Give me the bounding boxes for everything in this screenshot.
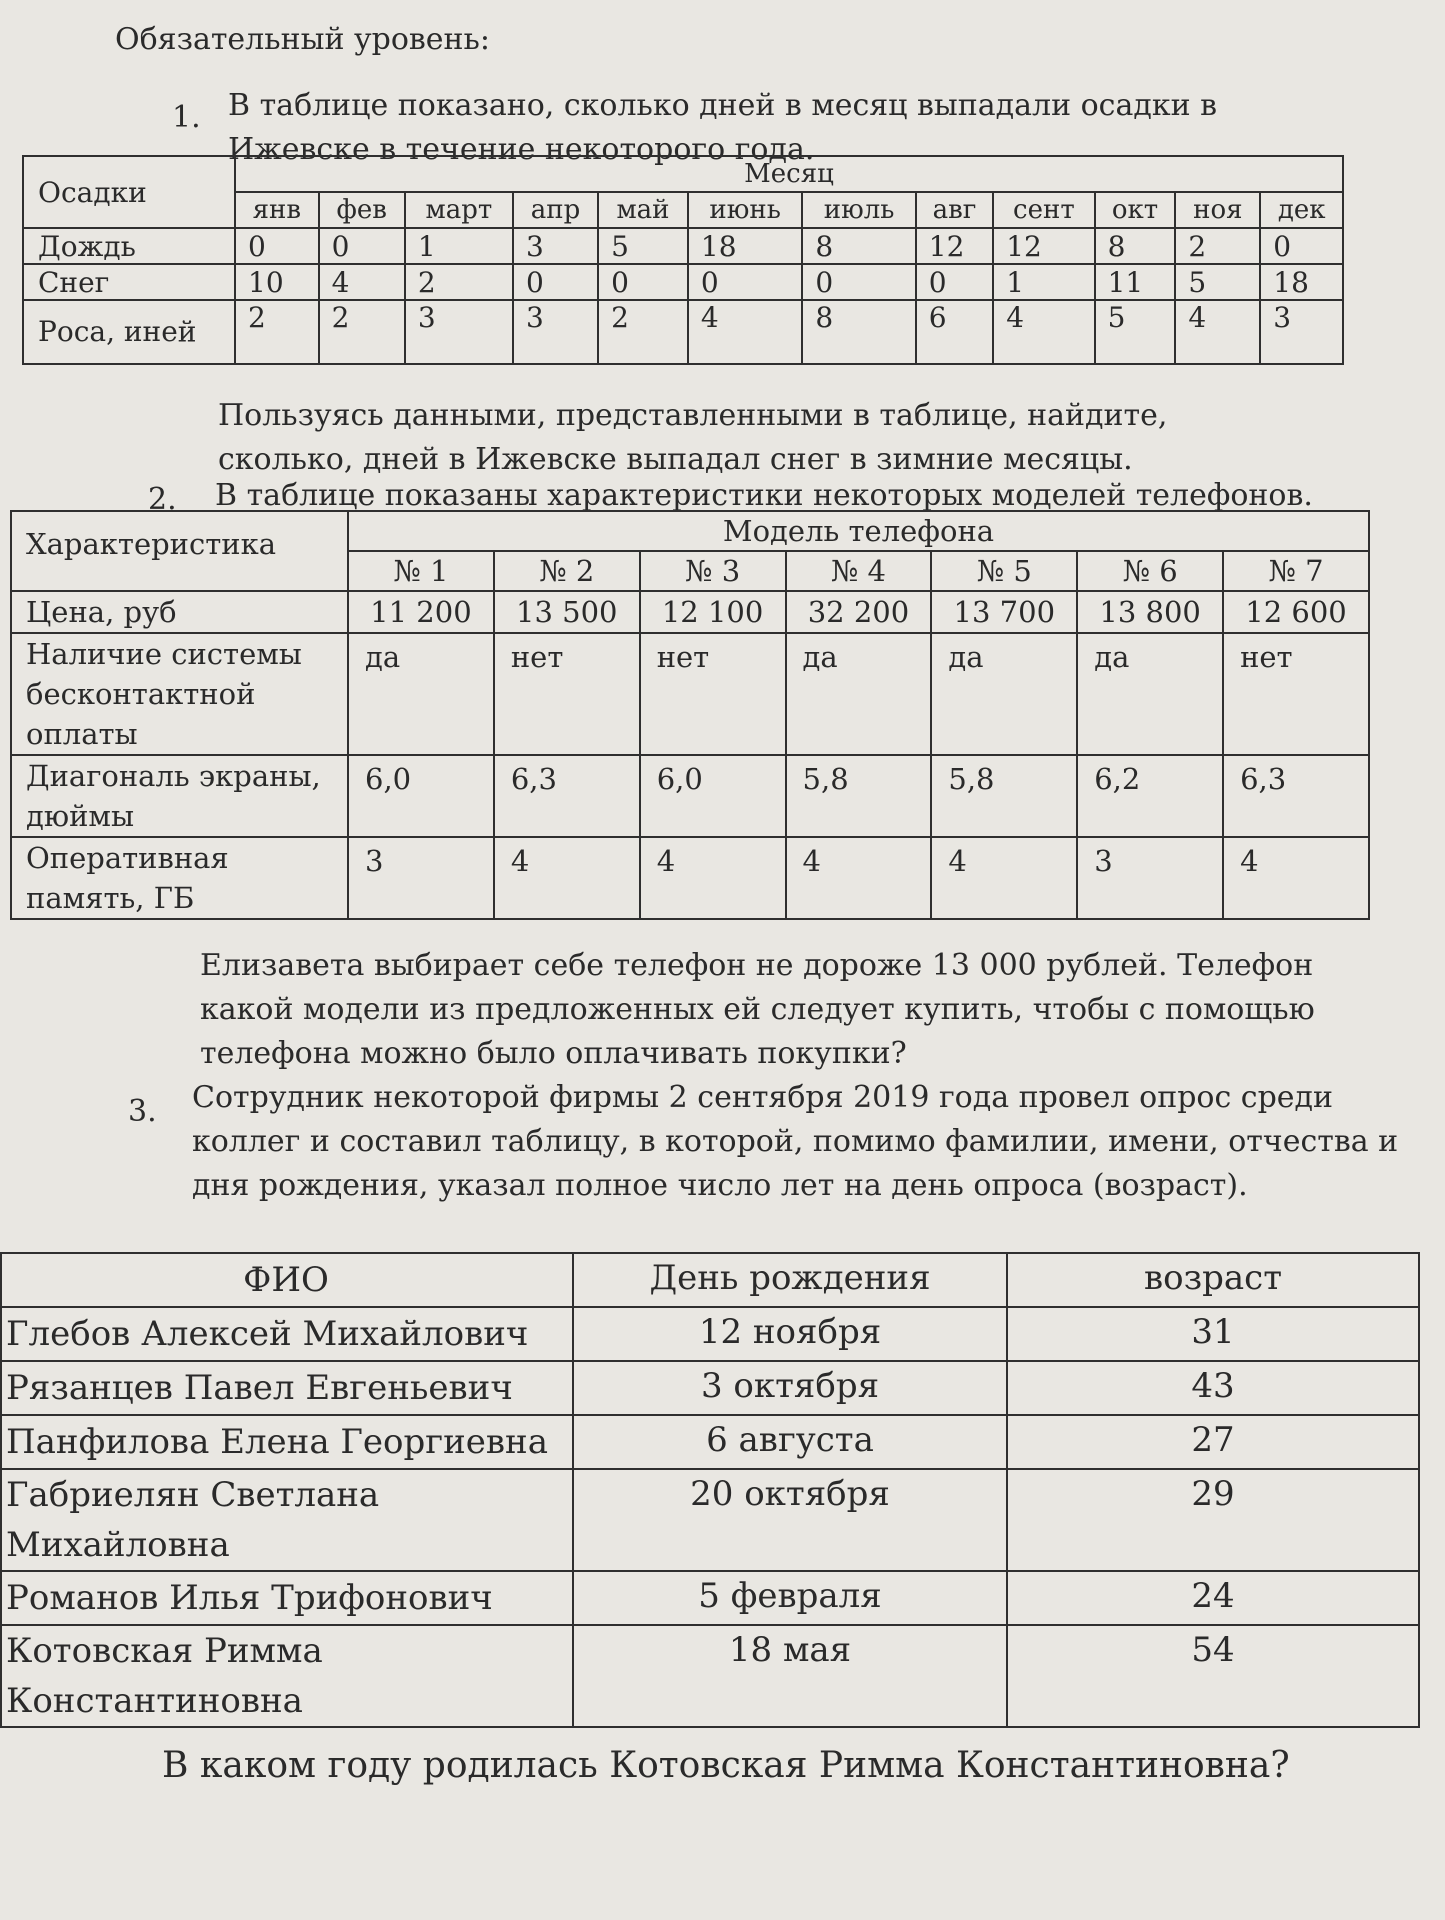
table-row bbox=[23, 300, 1343, 364]
employee-birthday: 5 февраля bbox=[573, 1571, 1007, 1625]
cell: 10 bbox=[235, 264, 319, 300]
cell: 0 bbox=[598, 264, 688, 300]
table2-model: № 1 bbox=[348, 551, 494, 591]
cell: 5 bbox=[1175, 264, 1260, 300]
cell: 6,3 bbox=[1223, 755, 1369, 837]
table-row bbox=[23, 228, 1343, 264]
cell: 18 bbox=[688, 228, 802, 264]
cell: 5,8 bbox=[931, 755, 1077, 837]
cell: 4 bbox=[319, 264, 405, 300]
table1-month: янв bbox=[235, 192, 319, 228]
task2-intro: В таблице показаны характеристики некоторых моделей телефонов. bbox=[215, 478, 1313, 513]
table2-model: № 7 bbox=[1223, 551, 1369, 591]
table2-model: № 3 bbox=[640, 551, 786, 591]
employee-birthday: 20 октября bbox=[573, 1469, 1007, 1571]
cell: 6,2 bbox=[1077, 755, 1223, 837]
task3-number: 3. bbox=[128, 1094, 157, 1129]
cell: 0 bbox=[235, 228, 319, 264]
table-row bbox=[1, 1415, 1419, 1469]
table2-model: № 2 bbox=[494, 551, 640, 591]
employee-age: 27 bbox=[1007, 1415, 1419, 1469]
employee-age: 24 bbox=[1007, 1571, 1419, 1625]
cell: нет bbox=[494, 633, 640, 755]
employee-fio: Рязанцев Павел Евгеньевич bbox=[1, 1361, 573, 1415]
cell: 0 bbox=[688, 264, 802, 300]
table1-month: март bbox=[405, 192, 513, 228]
table1-month-group-header: Месяц bbox=[235, 156, 1343, 192]
table2-corner-header: Характеристика bbox=[11, 511, 348, 591]
cell: 1 bbox=[405, 228, 513, 264]
cell: 12 bbox=[916, 228, 993, 264]
cell: 0 bbox=[513, 264, 598, 300]
cell: 13 700 bbox=[931, 591, 1077, 633]
table3-header-age: возраст bbox=[1007, 1253, 1419, 1307]
employee-age: 54 bbox=[1007, 1625, 1419, 1727]
row-label: Роса, иней bbox=[23, 300, 235, 364]
employee-age: 43 bbox=[1007, 1361, 1419, 1415]
employee-fio: Глебов Алексей Михайлович bbox=[1, 1307, 573, 1361]
employee-birthday: 18 мая bbox=[573, 1625, 1007, 1727]
employees-table bbox=[0, 1252, 1420, 1728]
cell: 4 bbox=[1223, 837, 1369, 919]
task1-question: Пользуясь данными, представленными в таблице, найдите, сколько, дней в Ижевске выпадал снег в зимние месяцы. bbox=[218, 398, 1168, 477]
cell: 4 bbox=[993, 300, 1094, 364]
cell: 8 bbox=[802, 228, 915, 264]
cell: да bbox=[1077, 633, 1223, 755]
table1-corner-header: Осадки bbox=[23, 156, 235, 228]
cell: да bbox=[348, 633, 494, 755]
cell: нет bbox=[1223, 633, 1369, 755]
cell: да bbox=[786, 633, 932, 755]
table-row bbox=[11, 591, 1369, 633]
cell: 2 bbox=[235, 300, 319, 364]
table1-month: май bbox=[598, 192, 688, 228]
cell: 6,0 bbox=[640, 755, 786, 837]
employee-fio: Котовская Римма Константиновна bbox=[1, 1625, 573, 1727]
table1-month: ноя bbox=[1175, 192, 1260, 228]
table-row bbox=[11, 755, 1369, 837]
cell: 2 bbox=[405, 264, 513, 300]
row-label: Снег bbox=[23, 264, 235, 300]
table-row bbox=[1, 1469, 1419, 1571]
cell: 0 bbox=[916, 264, 993, 300]
cell: 4 bbox=[640, 837, 786, 919]
table-row bbox=[11, 633, 1369, 755]
cell: 5,8 bbox=[786, 755, 932, 837]
table1-month: фев bbox=[319, 192, 405, 228]
cell: 2 bbox=[1175, 228, 1260, 264]
employee-age: 31 bbox=[1007, 1307, 1419, 1361]
cell: 6,3 bbox=[494, 755, 640, 837]
cell: 4 bbox=[1175, 300, 1260, 364]
cell: нет bbox=[640, 633, 786, 755]
cell: 4 bbox=[494, 837, 640, 919]
cell: 4 bbox=[931, 837, 1077, 919]
table-row bbox=[1, 1307, 1419, 1361]
cell: 3 bbox=[348, 837, 494, 919]
table1-month: окт bbox=[1095, 192, 1176, 228]
cell: 13 500 bbox=[494, 591, 640, 633]
cell: 13 800 bbox=[1077, 591, 1223, 633]
cell: 5 bbox=[598, 228, 688, 264]
table3-header-fio: ФИО bbox=[1, 1253, 573, 1307]
cell: 12 600 bbox=[1223, 591, 1369, 633]
phone-models-table bbox=[10, 510, 1370, 920]
table-row bbox=[1, 1361, 1419, 1415]
cell: 6 bbox=[916, 300, 993, 364]
cell: 5 bbox=[1095, 300, 1176, 364]
cell: 4 bbox=[786, 837, 932, 919]
table1-month: июнь bbox=[688, 192, 802, 228]
row-label: Диагональ экраны, дюймы bbox=[11, 755, 348, 837]
cell: 3 bbox=[513, 300, 598, 364]
cell: 1 bbox=[993, 264, 1094, 300]
cell: 3 bbox=[513, 228, 598, 264]
table3-header-birthday: День рождения bbox=[573, 1253, 1007, 1307]
employee-birthday: 12 ноября bbox=[573, 1307, 1007, 1361]
row-label: Дождь bbox=[23, 228, 235, 264]
cell: 11 200 bbox=[348, 591, 494, 633]
task2-number: 2. bbox=[148, 482, 177, 517]
table1-month: авг bbox=[916, 192, 993, 228]
task1-number: 1. bbox=[172, 100, 201, 135]
table2-model: № 4 bbox=[786, 551, 932, 591]
table1-month: дек bbox=[1260, 192, 1343, 228]
cell: 11 bbox=[1095, 264, 1176, 300]
precipitation-table bbox=[22, 155, 1344, 365]
table1-month: апр bbox=[513, 192, 598, 228]
row-label: Оперативная память, ГБ bbox=[11, 837, 348, 919]
employee-age: 29 bbox=[1007, 1469, 1419, 1571]
cell: да bbox=[931, 633, 1077, 755]
cell: 12 bbox=[993, 228, 1094, 264]
cell: 12 100 bbox=[640, 591, 786, 633]
table-row bbox=[1, 1571, 1419, 1625]
employee-fio: Панфилова Елена Георгиевна bbox=[1, 1415, 573, 1469]
cell: 3 bbox=[1077, 837, 1223, 919]
employee-fio: Габриелян Светлана Михайловна bbox=[1, 1469, 573, 1571]
task2-question: Елизавета выбирает себе телефон не дороже 13 000 рублей. Телефон какой модели из предложенных ей следует купить, чтобы с помощью телефона можно было оплачивать покупки? bbox=[200, 948, 1315, 1071]
cell: 8 bbox=[1095, 228, 1176, 264]
cell: 0 bbox=[1260, 228, 1343, 264]
row-label: Цена, руб bbox=[11, 591, 348, 633]
cell: 3 bbox=[405, 300, 513, 364]
cell: 32 200 bbox=[786, 591, 932, 633]
cell: 6,0 bbox=[348, 755, 494, 837]
table-row bbox=[1, 1625, 1419, 1727]
task3-question: В каком году родилась Котовская Римма Константиновна? bbox=[162, 1745, 1290, 1786]
table2-model: № 5 bbox=[931, 551, 1077, 591]
table1-month: июль bbox=[802, 192, 915, 228]
task3-intro: Сотрудник некоторой фирмы 2 сентября 2019 года провел опрос среди коллег и составил таблицу, в которой, помимо фамилии, имени, отчества и дня рождения, указал полное число лет на день опроса (возраст). bbox=[192, 1080, 1399, 1203]
task1-intro: В таблице показано, сколько дней в месяц выпадали осадки в Ижевске в течение некоторого года. bbox=[228, 88, 1217, 167]
cell: 4 bbox=[688, 300, 802, 364]
cell: 0 bbox=[802, 264, 915, 300]
table1-month: сент bbox=[993, 192, 1094, 228]
employee-birthday: 3 октября bbox=[573, 1361, 1007, 1415]
table-row bbox=[23, 264, 1343, 300]
cell: 0 bbox=[319, 228, 405, 264]
table2-model: № 6 bbox=[1077, 551, 1223, 591]
cell: 2 bbox=[319, 300, 405, 364]
cell: 8 bbox=[802, 300, 915, 364]
table-row bbox=[11, 837, 1369, 919]
cell: 2 bbox=[598, 300, 688, 364]
section-heading: Обязательный уровень: bbox=[115, 22, 490, 57]
table2-model-group-header: Модель телефона bbox=[348, 511, 1369, 551]
cell: 3 bbox=[1260, 300, 1343, 364]
row-label: Наличие системы бесконтактной оплаты bbox=[11, 633, 348, 755]
employee-fio: Романов Илья Трифонович bbox=[1, 1571, 573, 1625]
cell: 18 bbox=[1260, 264, 1343, 300]
employee-birthday: 6 августа bbox=[573, 1415, 1007, 1469]
